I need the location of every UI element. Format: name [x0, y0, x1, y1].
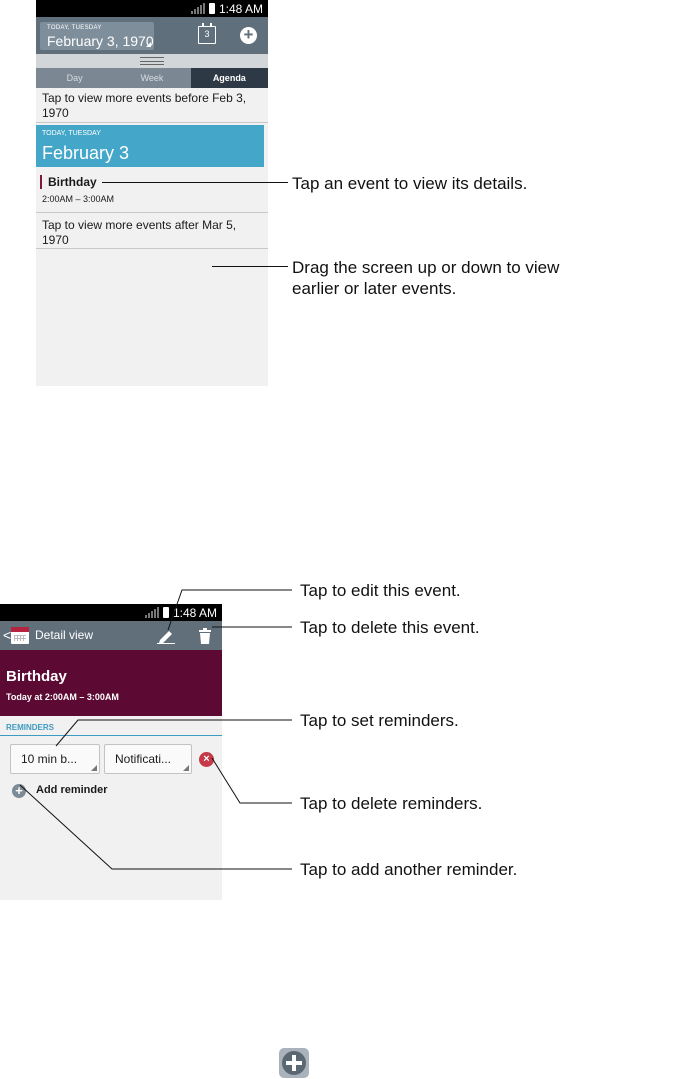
more-events-before[interactable]: Tap to view more events before Feb 3, 1970	[42, 91, 247, 120]
callout-delete-event: Tap to delete this event.	[300, 618, 480, 637]
view-tabs	[36, 68, 268, 88]
add-event-icon[interactable]: +	[240, 27, 257, 44]
plus-circle-icon	[282, 1051, 306, 1075]
today-caption: TODAY, TUESDAY	[42, 130, 101, 137]
callout-line	[212, 266, 288, 267]
event-time: Today at 2:00AM – 3:00AM	[6, 692, 119, 702]
callout-add-reminder: Tap to add another reminder.	[300, 860, 518, 879]
callout-drag-line2: earlier or later events.	[292, 279, 457, 298]
add-icon	[279, 1048, 309, 1078]
reminders-heading: REMINDERS	[6, 723, 55, 732]
current-date: February 3, 1970	[47, 33, 154, 49]
divider	[36, 212, 268, 213]
event-title: Birthday	[6, 668, 67, 685]
callout-set-reminders: Tap to set reminders.	[300, 711, 459, 730]
callout-line	[102, 182, 288, 183]
today-section	[36, 125, 264, 167]
callout-event-details: Tap an event to view its details.	[292, 174, 528, 193]
more-events-after[interactable]: Tap to view more events after Mar 5, 1970	[42, 218, 237, 247]
back-chevron-icon[interactable]: <	[3, 627, 12, 643]
callout-delete-reminders: Tap to delete reminders.	[300, 794, 483, 813]
reminder-type-value: Notificati...	[115, 752, 172, 766]
status-time: 1:48 AM	[172, 605, 217, 620]
add-reminder-callout-line	[20, 785, 292, 869]
drag-handle[interactable]	[36, 54, 268, 68]
calendar-header	[36, 17, 268, 54]
add-reminder-button[interactable]: Add reminder	[36, 784, 108, 796]
divider	[36, 248, 268, 249]
delete-reminder-icon[interactable]: ×	[199, 752, 214, 767]
today-date: February 3	[42, 143, 130, 163]
status-bar	[36, 0, 268, 17]
tab-week[interactable]: Week	[140, 73, 164, 83]
date-selector[interactable]	[40, 22, 154, 50]
delete-reminders-callout-line	[212, 758, 292, 803]
signal-icon	[191, 3, 205, 14]
set-reminders-callout-line	[56, 720, 292, 746]
reminder-time-value: 10 min b...	[21, 752, 78, 766]
date-caption: TODAY, TUESDAY	[47, 25, 102, 31]
tab-agenda[interactable]: Agenda	[191, 68, 268, 88]
battery-icon	[209, 3, 215, 14]
status-time: 1:48 AM	[218, 1, 263, 16]
edit-callout-line	[168, 590, 292, 630]
callout-edit-event: Tap to edit this event.	[300, 581, 461, 600]
dropdown-corner-icon	[146, 42, 151, 47]
detail-title: Detail view	[35, 628, 94, 642]
add-reminder-icon[interactable]: +	[12, 784, 26, 798]
tab-day[interactable]: Day	[66, 73, 83, 83]
divider	[36, 122, 268, 123]
today-calendar-icon[interactable]: 3	[198, 26, 216, 44]
event-time: 2:00AM – 3:00AM	[42, 194, 115, 204]
event-title[interactable]: Birthday	[48, 175, 97, 189]
agenda-screen	[36, 0, 268, 386]
callout-drag-line1: Drag the screen up or down to view	[292, 258, 560, 277]
event-color-bar	[40, 175, 42, 189]
handle-grip-icon	[140, 57, 164, 65]
